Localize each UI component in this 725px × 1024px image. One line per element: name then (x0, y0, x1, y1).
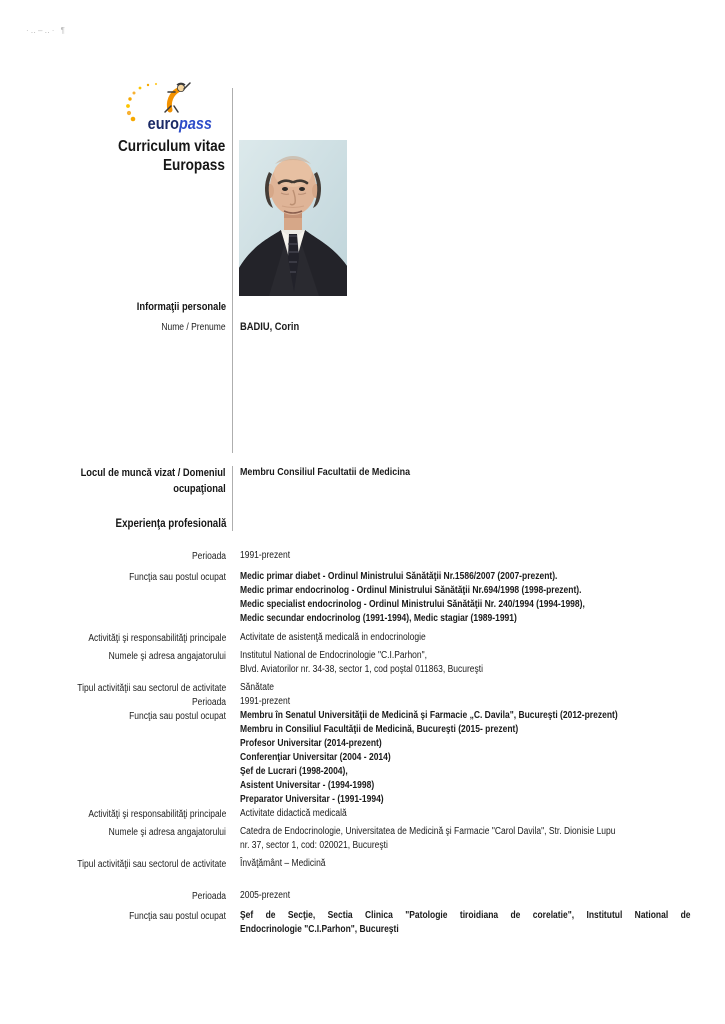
period-label: Perioada (191, 551, 226, 562)
position-value: Şef de Secţie, Sectia Clinica "Patologie tiroidiana de corelatie", Institutul National de Endocrinologie "C.I.Parhon", Bucureşti (240, 910, 691, 935)
jumping-figure-icon (165, 83, 190, 112)
title-line1: Curriculum vitae (117, 138, 225, 155)
section-heading-personal: Informaţii personale (136, 301, 226, 313)
period-label: Perioada (191, 891, 226, 902)
column-divider-line (232, 88, 233, 453)
portrait-photo (239, 140, 347, 296)
employer-label: Numele şi adresa angajatorului (108, 827, 226, 838)
employer-value: Catedra de Endocrinologie, Universitatea de Medicină şi Farmacie "Carol Davila", Str. Dionisie Lupu nr. 37, sector 1, cod: 020021, Bucureşti (240, 826, 616, 851)
position-label: Funcţia sau postul ocupat (129, 572, 226, 583)
column-divider-line (232, 466, 233, 531)
period-label: Perioada (191, 697, 226, 708)
activities-label: Activităţi şi responsabilităţi principale (88, 633, 226, 644)
position-value: Membru în Senatul Universităţii de Medicină şi Farmacie „C. Davila", Bucureşti (2012-prezent) Membru in Consiliul Facultăţii de Medicină, Bucureşti (2015- prezent) Profesor Universitar (2014-prezent) Conferenţiar Universitar (2004 - 2014) Şef de Lucrari (1998-2004), Asistent Universitar - (1994-1998) Preparator Universitar - (1991-1994) (240, 710, 618, 805)
section-heading-experience: Experienţa profesională (115, 518, 226, 530)
period-value: 1991-prezent (240, 696, 291, 707)
name-value: BADIU, Corin (240, 321, 300, 333)
position-value: Medic primar diabet - Ordinul Ministrului Sănătăţii Nr.1586/2007 (2007-prezent). Medic primar endocrinolog - Ordinul Ministrului Sănătăţii Nr.694/1998 (1998-prezent). Medic specialist endocrinolog - Ordinul Ministrului Sănătăţii Nr. 240/1994 (1994-1998), Medic secundar endocrinolog (1991-1994), Medic stagiar (1989-1991) (240, 571, 585, 624)
period-value: 1991-prezent (240, 550, 291, 561)
position-line-justified: Şef de Secţie, Sectia Clinica "Patologie tiroidiana de corelatie", Institutul National de (240, 910, 691, 921)
sector-value: Învăţământ – Medicină (240, 858, 326, 869)
position-label: Funcţia sau postul ocupat (129, 711, 226, 722)
activities-label: Activităţi şi responsabilităţi principale (88, 809, 226, 820)
sector-label: Tipul activităţii sau sectorul de activitate (77, 683, 226, 694)
logo-pass-text: pass (178, 114, 212, 133)
document-title (0, 137, 225, 175)
logo-euro-text: euro (147, 114, 179, 133)
pencil-annotation: ·‥–‥· ¶ (26, 26, 67, 35)
employer-value: Institutul National de Endocrinologie "C.I.Parhon", Blvd. Aviatorilor nr. 34-38, sector 1, cod poştal 011863, Bucureşti (240, 650, 484, 675)
name-label: Nume / Prenume (161, 322, 226, 333)
sector-value: Sănătate (240, 682, 275, 693)
position-label: Funcţia sau postul ocupat (129, 911, 226, 922)
europass-logo (118, 82, 228, 132)
activities-value: Activitate didactică medicală (240, 808, 347, 819)
desired-job-label: Locul de muncă vizat / Domeniul ocupaţional (81, 467, 226, 495)
period-value: 2005-prezent (240, 890, 291, 901)
employer-label: Numele şi adresa angajatorului (108, 651, 226, 662)
sector-label: Tipul activităţii sau sectorul de activitate (77, 859, 226, 870)
title-line2: Europass (163, 157, 225, 174)
desired-job-value: Membru Consiliul Facultatii de Medicina (240, 466, 411, 478)
europass-wordmark (142, 115, 218, 132)
activities-value: Activitate de asistenţă medicală in endocrinologie (240, 632, 426, 643)
